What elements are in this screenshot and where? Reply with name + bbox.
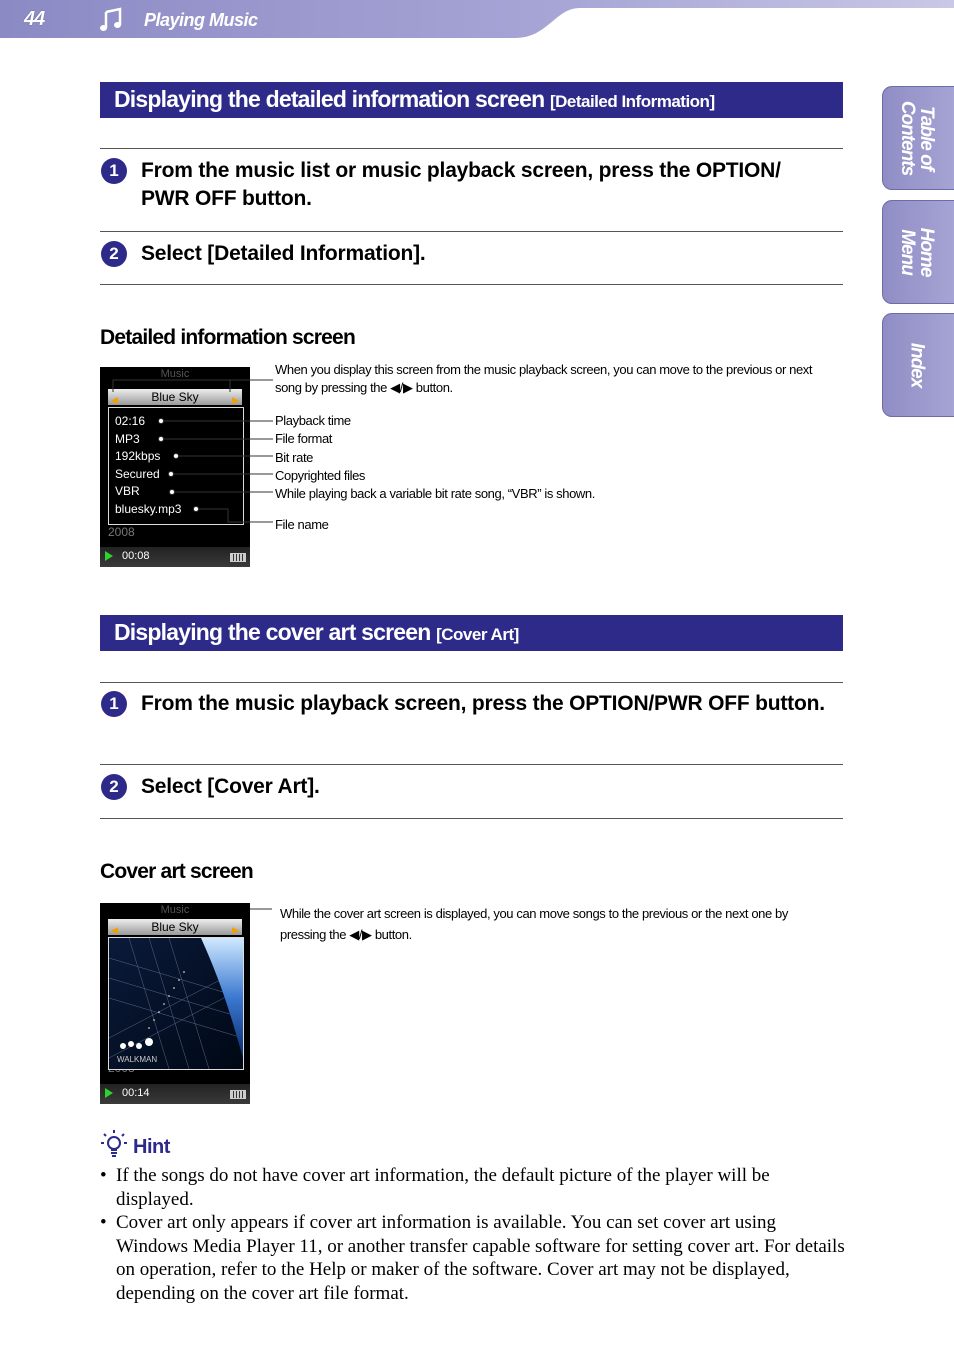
section-subtitle: [Detailed Information] <box>549 92 715 111</box>
tab-table-of-contents[interactable] <box>882 86 954 190</box>
step-number: 1 <box>101 691 127 717</box>
page-header <box>0 0 954 40</box>
song-title: Blue Sky <box>151 920 199 934</box>
arrow-left-icon: ◀ <box>111 395 118 405</box>
tab-home-menu[interactable] <box>882 200 954 304</box>
play-icon <box>105 551 113 561</box>
step-text: From the music list or music playback screen, press the OPTION/ PWR OFF button. <box>141 159 781 210</box>
section-subtitle: [Cover Art] <box>436 625 519 644</box>
row-bit-rate: 192kbps <box>115 449 161 463</box>
divider <box>100 682 843 683</box>
caption-playback-time: Playback time <box>275 413 351 428</box>
arrow-right-icon: ▶ <box>232 395 239 405</box>
cover-art-image <box>109 938 243 1069</box>
music-note-icon <box>98 6 126 34</box>
caption-file-name: File name <box>275 517 329 532</box>
section-heading-detailed-info <box>100 82 843 118</box>
divider <box>100 284 843 285</box>
year-label: 2008 <box>108 525 135 539</box>
device-screen-detailed-info <box>100 367 250 567</box>
elapsed-time: 00:08 <box>122 550 150 562</box>
caption-copyrighted: Copyrighted files <box>275 468 366 483</box>
bullet-icon: • <box>100 1212 107 1233</box>
hint-bullet-text: Cover art only appears if cover art information is available. You can set cover art using Windows Media Player 11, or another transfer capable software for setting cover art. For details on operation, refer to the Help or maker of the software. Cover art may not be displayed, depending on the cover art file format. <box>116 1212 845 1304</box>
step-number: 1 <box>101 158 127 184</box>
hint-bullet-text: If the songs do not have cover art information, the default picture of the player will be displayed. <box>116 1165 770 1210</box>
hint-bullet <box>100 1211 845 1305</box>
lightbulb-icon <box>100 1128 128 1160</box>
device-footer <box>100 547 250 567</box>
step-text: Select [Detailed Information]. <box>141 242 426 265</box>
hint-bullet <box>100 1164 845 1211</box>
subheading-cover-art-screen: Cover art screen <box>100 860 253 883</box>
menu-ghost-label: Music <box>160 368 190 380</box>
divider <box>100 231 843 232</box>
divider <box>100 148 843 149</box>
tab-label: Index <box>906 342 928 388</box>
divider <box>100 818 843 819</box>
row-file-name: bluesky.mp3 <box>115 502 182 516</box>
tab-index[interactable] <box>882 313 954 417</box>
section-title: Displaying the detailed information screen <box>114 86 545 112</box>
tab-label: Table of Contents <box>897 100 937 176</box>
caption-intro: When you display this screen from the music playback screen, you can move to the previous or next song by pressing the ◀/▶ button. <box>275 362 813 395</box>
hint-label: Hint <box>133 1136 170 1158</box>
song-title-bar <box>108 919 242 935</box>
battery-icon <box>230 1090 246 1099</box>
divider <box>100 764 843 765</box>
arrow-right-icon: ▶ <box>232 925 239 935</box>
header-section-title: Playing Music <box>144 10 258 30</box>
bullet-icon: • <box>100 1165 107 1186</box>
info-panel <box>108 407 244 525</box>
caption-bit-rate: Bit rate <box>275 450 313 465</box>
play-icon <box>105 1088 113 1098</box>
elapsed-time: 00:14 <box>122 1087 150 1099</box>
row-vbr: VBR <box>115 484 140 498</box>
song-title: Blue Sky <box>151 390 199 404</box>
row-file-format: MP3 <box>115 432 140 446</box>
cover-art-panel <box>108 937 244 1070</box>
step-number: 2 <box>101 241 127 267</box>
song-title-bar <box>108 389 242 405</box>
device-footer <box>100 1084 250 1104</box>
section-heading-cover-art <box>100 615 843 651</box>
caption-file-format: File format <box>275 431 333 446</box>
step-text: From the music playback screen, press the OPTION/PWR OFF button. <box>141 692 825 715</box>
row-copyright: Secured <box>115 467 160 481</box>
arrow-left-icon: ◀ <box>111 925 118 935</box>
device-screen-cover-art <box>100 903 250 1104</box>
subheading-detailed-info-screen: Detailed information screen <box>100 326 355 349</box>
walkman-logo-text: WALKMAN <box>117 1055 158 1064</box>
step-number: 2 <box>101 774 127 800</box>
section-title: Displaying the cover art screen <box>114 619 431 645</box>
caption-vbr: While playing back a variable bit rate song, “VBR” is shown. <box>275 486 595 501</box>
tab-label: Home Menu <box>897 227 937 277</box>
menu-ghost-label: Music <box>160 904 190 916</box>
caption-cover-art: While the cover art screen is displayed, you can move songs to the previous or the next one by pressing the ◀/▶ button. <box>280 906 788 942</box>
page-number: 44 <box>24 8 45 30</box>
battery-icon <box>230 553 246 562</box>
row-playback-time: 02:16 <box>115 414 146 428</box>
step-text: Select [Cover Art]. <box>141 775 320 798</box>
